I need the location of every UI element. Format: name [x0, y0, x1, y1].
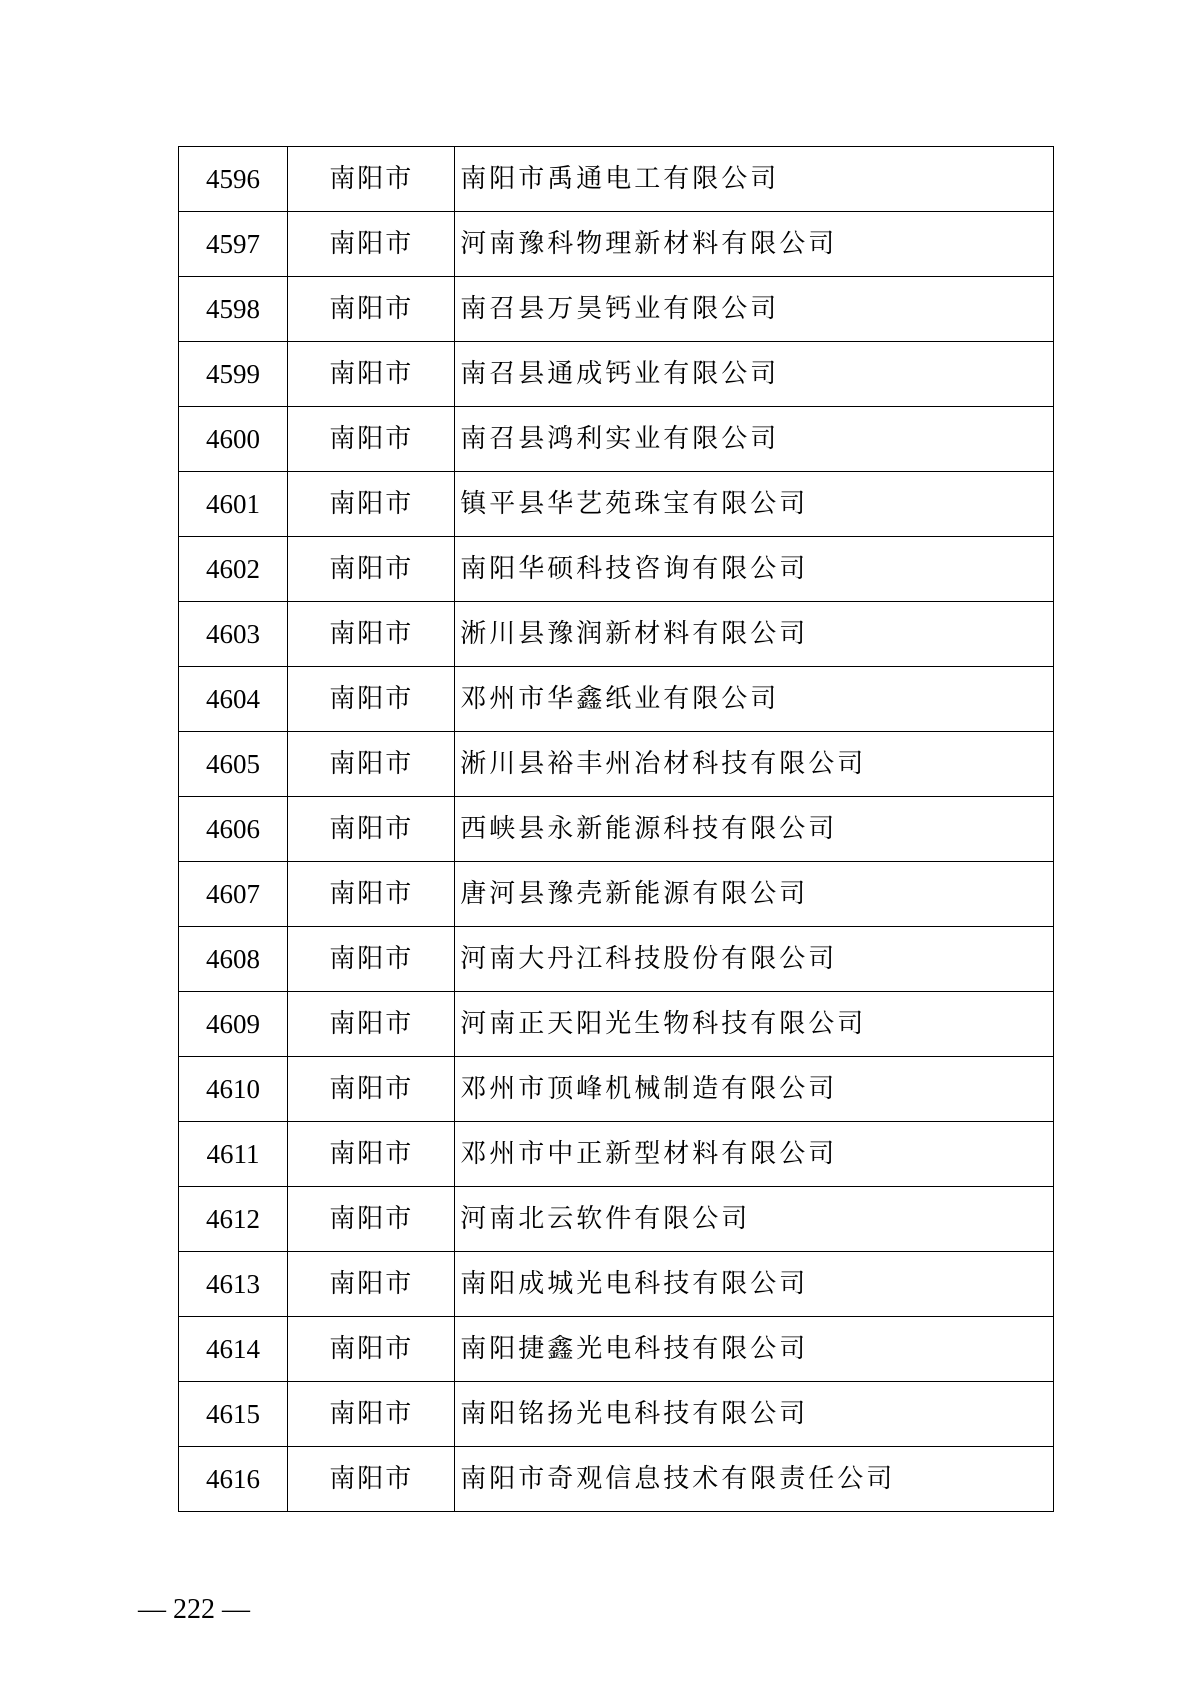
row-city: 南阳市 [288, 147, 455, 212]
table-row [179, 537, 1054, 602]
table-row [179, 1187, 1054, 1252]
row-company-name: 西峡县永新能源科技有限公司 [455, 797, 1054, 862]
row-city: 南阳市 [288, 862, 455, 927]
table-row [179, 407, 1054, 472]
table-row [179, 277, 1054, 342]
row-company-name: 南阳成城光电科技有限公司 [455, 1252, 1054, 1317]
table-row [179, 797, 1054, 862]
row-company-name: 镇平县华艺苑珠宝有限公司 [455, 472, 1054, 537]
row-company-name: 邓州市华鑫纸业有限公司 [455, 667, 1054, 732]
row-city: 南阳市 [288, 342, 455, 407]
row-number: 4609 [179, 992, 288, 1057]
row-number: 4606 [179, 797, 288, 862]
row-number: 4610 [179, 1057, 288, 1122]
row-number: 4598 [179, 277, 288, 342]
row-city: 南阳市 [288, 1382, 455, 1447]
row-number: 4611 [179, 1122, 288, 1187]
row-number: 4613 [179, 1252, 288, 1317]
row-company-name: 河南大丹江科技股份有限公司 [455, 927, 1054, 992]
row-company-name: 南召县通成钙业有限公司 [455, 342, 1054, 407]
row-company-name: 南召县鸿利实业有限公司 [455, 407, 1054, 472]
row-city: 南阳市 [288, 927, 455, 992]
row-city: 南阳市 [288, 407, 455, 472]
row-company-name: 南阳铭扬光电科技有限公司 [455, 1382, 1054, 1447]
row-city: 南阳市 [288, 992, 455, 1057]
table-row [179, 212, 1054, 277]
row-city: 南阳市 [288, 1187, 455, 1252]
table-row [179, 1317, 1054, 1382]
table-row [179, 1252, 1054, 1317]
row-number: 4616 [179, 1447, 288, 1512]
row-city: 南阳市 [288, 1447, 455, 1512]
row-company-name: 河南豫科物理新材料有限公司 [455, 212, 1054, 277]
row-number: 4608 [179, 927, 288, 992]
table-row [179, 992, 1054, 1057]
table-row [179, 862, 1054, 927]
table-row [179, 602, 1054, 667]
table-row [179, 927, 1054, 992]
table-row [179, 342, 1054, 407]
row-number: 4600 [179, 407, 288, 472]
row-number: 4615 [179, 1382, 288, 1447]
row-company-name: 河南正天阳光生物科技有限公司 [455, 992, 1054, 1057]
table-body [179, 147, 1054, 1512]
row-number: 4596 [179, 147, 288, 212]
row-number: 4612 [179, 1187, 288, 1252]
row-number: 4607 [179, 862, 288, 927]
row-number: 4597 [179, 212, 288, 277]
row-city: 南阳市 [288, 277, 455, 342]
row-city: 南阳市 [288, 1252, 455, 1317]
row-city: 南阳市 [288, 1057, 455, 1122]
row-company-name: 淅川县裕丰州冶材科技有限公司 [455, 732, 1054, 797]
row-number: 4603 [179, 602, 288, 667]
row-company-name: 南召县万昊钙业有限公司 [455, 277, 1054, 342]
row-city: 南阳市 [288, 667, 455, 732]
row-company-name: 南阳市禹通电工有限公司 [455, 147, 1054, 212]
row-city: 南阳市 [288, 212, 455, 277]
table-row [179, 1447, 1054, 1512]
table-row [179, 667, 1054, 732]
row-company-name: 南阳华硕科技咨询有限公司 [455, 537, 1054, 602]
row-number: 4599 [179, 342, 288, 407]
row-company-name: 唐河县豫壳新能源有限公司 [455, 862, 1054, 927]
row-company-name: 邓州市中正新型材料有限公司 [455, 1122, 1054, 1187]
row-company-name: 邓州市顶峰机械制造有限公司 [455, 1057, 1054, 1122]
row-city: 南阳市 [288, 1317, 455, 1382]
table-row [179, 1122, 1054, 1187]
row-city: 南阳市 [288, 602, 455, 667]
row-company-name: 南阳捷鑫光电科技有限公司 [455, 1317, 1054, 1382]
row-company-name: 河南北云软件有限公司 [455, 1187, 1054, 1252]
row-number: 4605 [179, 732, 288, 797]
table-row [179, 1382, 1054, 1447]
table-row [179, 147, 1054, 212]
row-company-name: 南阳市奇观信息技术有限责任公司 [455, 1447, 1054, 1512]
row-number: 4601 [179, 472, 288, 537]
row-city: 南阳市 [288, 537, 455, 602]
table-row [179, 732, 1054, 797]
row-city: 南阳市 [288, 797, 455, 862]
row-number: 4602 [179, 537, 288, 602]
row-city: 南阳市 [288, 472, 455, 537]
company-list-table [178, 146, 1054, 1512]
page-number: — 222 — [138, 1594, 250, 1625]
row-city: 南阳市 [288, 1122, 455, 1187]
row-number: 4604 [179, 667, 288, 732]
row-city: 南阳市 [288, 732, 455, 797]
row-number: 4614 [179, 1317, 288, 1382]
table-row [179, 1057, 1054, 1122]
table-row [179, 472, 1054, 537]
row-company-name: 淅川县豫润新材料有限公司 [455, 602, 1054, 667]
